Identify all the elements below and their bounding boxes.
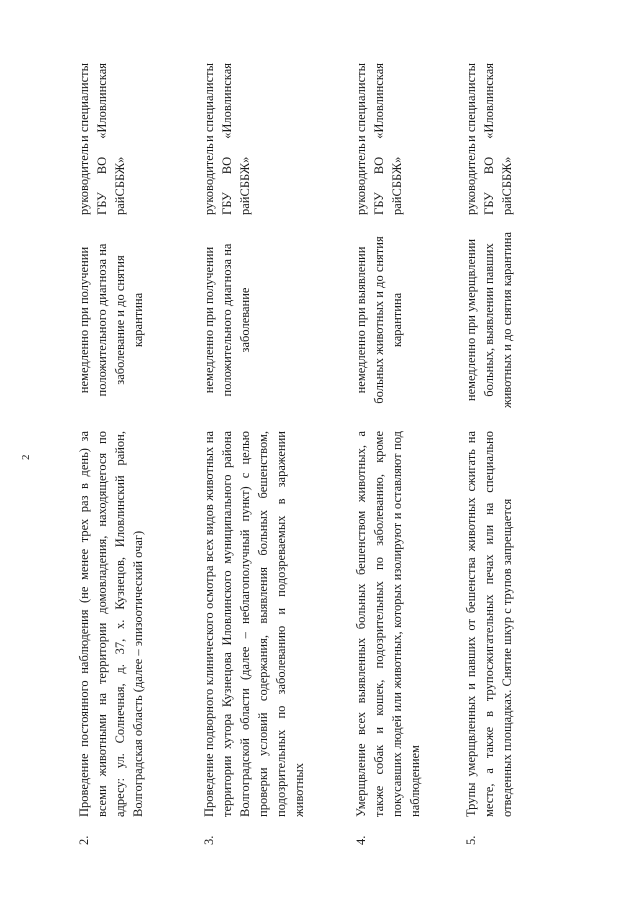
responsible-org: ГБУ [372,192,386,215]
responsible-org-suffix: райСББЖ» [238,156,252,215]
responsible-org: ГБУ [95,192,109,215]
table-row [75,60,200,845]
responsible-cell [352,63,406,215]
page-number: 2 [20,454,32,460]
table-row [462,60,587,845]
deadline-text: немедленно при умерщвлении больных, выявлении павших животных и до снятия карантина [464,231,514,409]
responsible-specialists: и специалисты [77,63,91,142]
responsible-org-name: «Иловлинская [372,63,386,139]
measure-text: Проведение постоянного наблюдения (не менее трех раз в день) за всеми животными на территории домовладения, находящегося по адресу: ул. Солнечная, д. 37, х. Кузнецов, Иловлинский район, Волгоградская область (далее – эпизоотический очаг) [77,431,145,817]
table-row [200,60,325,845]
responsible-role: руководитель [202,143,216,215]
row-number: 3. [202,835,216,845]
deadline-text: немедленно при выявлении больных животных и до снятия карантина [354,236,404,404]
responsible-cell [75,63,129,215]
responsible-region: ВО [95,156,109,175]
deadline-text: немедленно при получении положительного диагноза на заболевание и до снятия карантина [77,243,145,397]
table-row [352,60,477,845]
responsible-specialists: и специалисты [354,63,368,142]
responsible-specialists: и специалисты [464,63,478,142]
row-number: 5. [464,835,478,845]
row-number: 4. [354,835,368,845]
responsible-org-name: «Иловлинская [482,63,496,139]
responsible-region: ВО [372,156,386,175]
responsible-role: руководитель [464,143,478,215]
responsible-specialists: и специалисты [202,63,216,142]
responsible-org-suffix: райСББЖ» [500,156,514,215]
responsible-org: ГБУ [220,192,234,215]
responsible-cell [200,63,254,215]
measure-text: Проведение подворного клинического осмотра всех видов животных на территории хутора Кузнецова Иловлинского муниципального района Волгоградской области (далее – неблагополучный пункт) с целью проверки условий содержания, выявления больных бешенством, подозрительных по заболеванию и подозреваемых в заражении животных [202,431,306,817]
responsible-org: ГБУ [482,192,496,215]
responsible-role: руководитель [354,143,368,215]
responsible-cell [462,63,516,215]
responsible-org-name: «Иловлинская [220,63,234,139]
deadline-text: немедленно при получении положительного диагноза на заболевание [202,243,252,397]
row-number: 2. [77,835,91,845]
responsible-org-suffix: райСББЖ» [113,156,127,215]
responsible-role: руководитель [77,143,91,215]
responsible-org-suffix: райСББЖ» [390,156,404,215]
measure-text: Умерщвление всех выявленных больных бешенством животных, а также собак и кошек, подозрительных по заболеванию, кроме покусавших людей или животных, которых изолируют и оставляют под наблюдением [354,431,422,817]
responsible-org-name: «Иловлинская [95,63,109,139]
measure-text: Трупы умерщвленных и павших от бешенства животных сжигать на месте, а также в трупосжигательных печах или на специально отведенных площадках. Снятие шкур с трупов запрещается [464,431,514,817]
responsible-region: ВО [220,156,234,175]
responsible-region: ВО [482,156,496,175]
